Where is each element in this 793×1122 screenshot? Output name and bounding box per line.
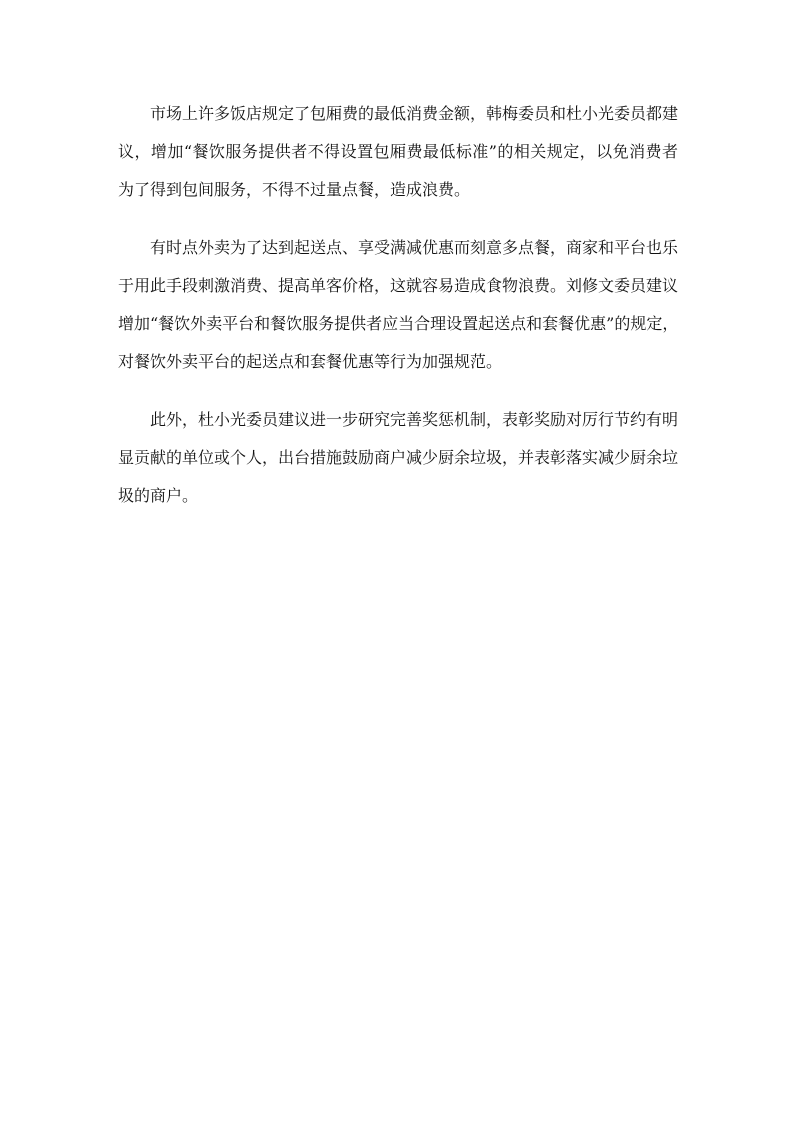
paragraph-line: 对餐饮外卖平台的起送点和套餐优惠等行为加强规范。 <box>118 352 503 371</box>
paragraph-line: 为了得到包间服务，不得不过量点餐，造成浪费。 <box>118 180 471 199</box>
paragraph-line: 此外，杜小光委员建议进一步研究完善奖惩机制，表彰奖励对厉行节约有明 <box>150 410 679 429</box>
paragraph-line: 圾的商户。 <box>118 486 199 505</box>
paragraph-line: 议，增加“餐饮服务提供者不得设置包厢费最低标准”的相关规定，以免消费者 <box>118 142 678 161</box>
paragraph-line: 有时点外卖为了达到起送点、享受满减优惠而刻意多点餐，商家和平台也乐 <box>150 238 679 257</box>
paragraph-reward-mechanism <box>118 401 678 515</box>
paragraph-line: 于用此手段刺激消费、提高单客价格，这就容易造成食物浪费。刘修文委员建议 <box>118 276 679 295</box>
paragraph-private-room-fee <box>118 95 678 209</box>
paragraph-line: 显贡献的单位或个人，出台措施鼓励商户减少厨余垃圾，并表彰落实减少厨余垃 <box>118 448 679 467</box>
paragraph-line: 增加“餐饮外卖平台和餐饮服务提供者应当合理设置起送点和套餐优惠”的规定， <box>118 314 679 333</box>
document-body <box>118 95 678 535</box>
paragraph-takeout-minimum <box>118 229 678 381</box>
paragraph-line: 市场上许多饭店规定了包厢费的最低消费金额，韩梅委员和杜小光委员都建 <box>150 104 679 123</box>
